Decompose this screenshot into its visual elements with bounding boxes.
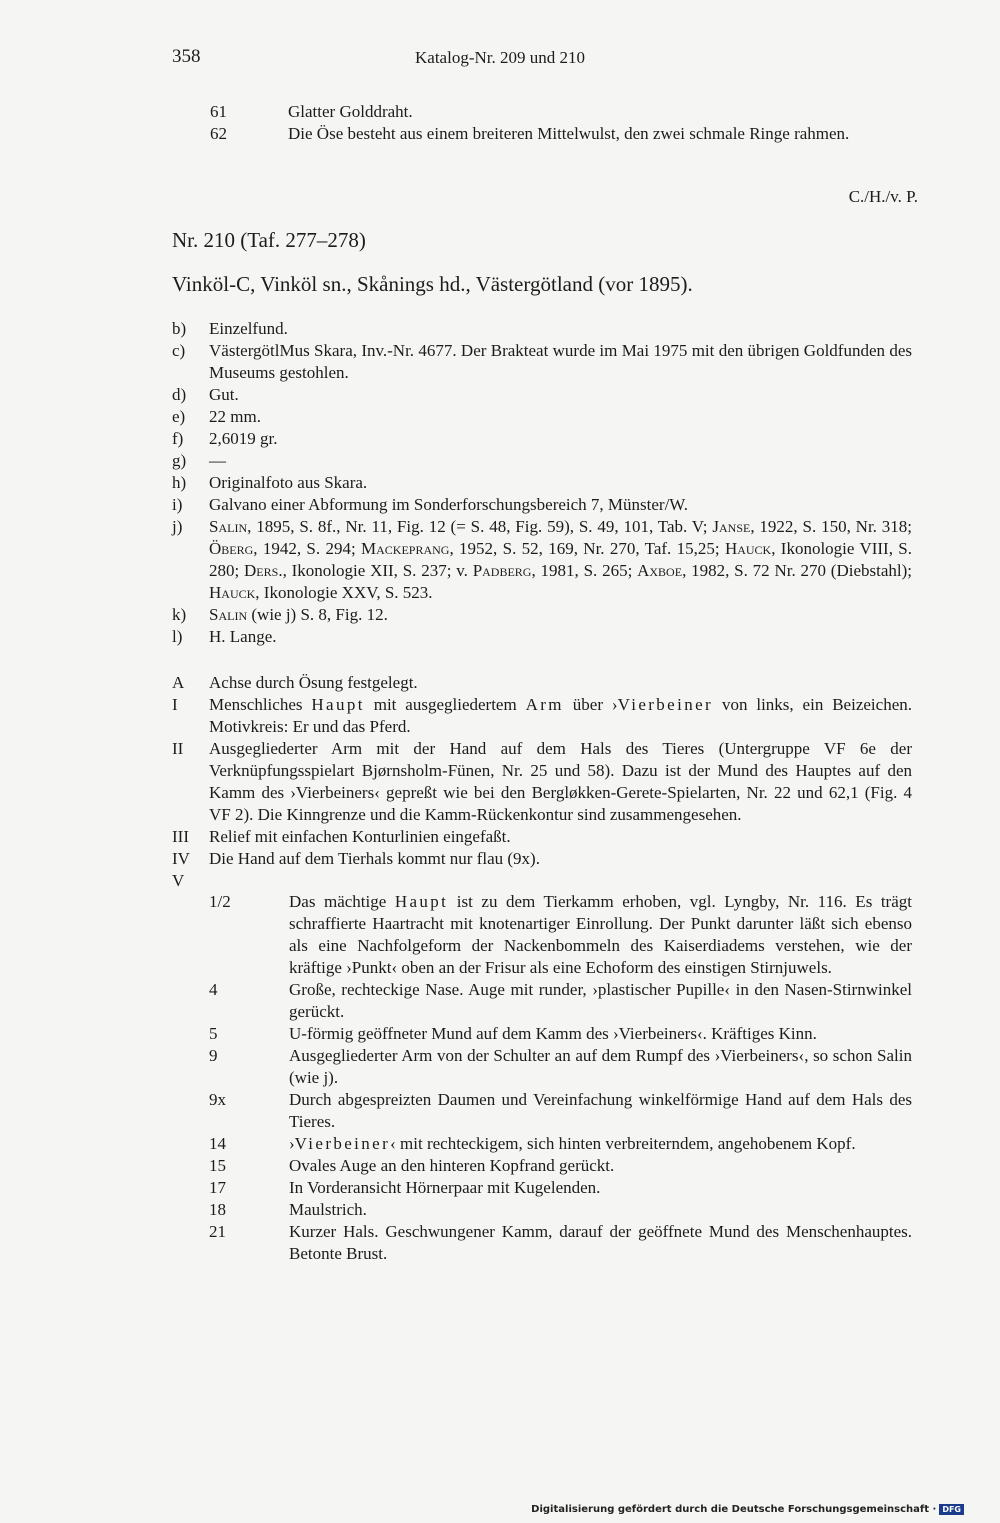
note-row [210, 101, 922, 123]
field-value: Einzelfund. [209, 319, 288, 338]
detail-row [209, 1045, 912, 1089]
detail-row [209, 1177, 912, 1199]
field-row [172, 428, 912, 450]
detail-row [209, 1023, 912, 1045]
motif-key: V [172, 871, 185, 890]
field-value: 22 mm. [209, 407, 261, 426]
note-number: 62 [210, 124, 227, 143]
detail-row [209, 1221, 912, 1265]
catalog-fields [172, 318, 912, 648]
field-key: h) [172, 473, 187, 492]
detail-key: 1/2 [209, 892, 231, 911]
motif-row [172, 672, 912, 694]
field-key: j) [172, 517, 183, 536]
field-row [172, 318, 912, 340]
entry-title: Nr. 210 (Taf. 277–278) [172, 228, 366, 252]
field-row [172, 604, 912, 626]
running-head: Katalog-Nr. 209 und 210 [415, 48, 585, 67]
field-value: Originalfoto aus Skara. [209, 473, 368, 492]
field-row [172, 516, 912, 604]
detail-text: Große, rechteckige Nase. Auge mit runder, ›plastischer Pupille‹ in den Nasen-Stirnwinkel gerückt. [289, 980, 912, 1021]
author-signature: C./H./v. P. [848, 187, 918, 206]
bibliography-value: Salin, 1895, S. 8f., Nr. 11, Fig. 12 (= S. 48, Fig. 59), S. 49, 101, Tab. V; Janse, 1922, S. 150, Nr. 318; Öberg, 1942, S. 294; Mackeprang, 1952, S. 52, 169, Nr. 270, Taf. 15,25; Hauck, Ikonologie VIII, S. 280; Ders., Ikonologie XII, S. 237; v. Padberg, 1981, S. 265; Axboe, 1982, S. 72 Nr. 270 (Diebstahl); Hauck, Ikonologie XXV, S. 523. [209, 517, 913, 602]
page-number: 358 [172, 46, 201, 67]
detail-text: Maulstrich. [289, 1200, 367, 1219]
previous-entry-notes [210, 101, 922, 145]
motif-text: Die Hand auf dem Tierhals kommt nur flau (9x). [209, 849, 540, 868]
field-row [172, 406, 912, 428]
field-key: l) [172, 627, 183, 646]
field-key: f) [172, 429, 184, 448]
detail-text: Kurzer Hals. Geschwungener Kamm, darauf der geöffnete Mund des Menschenhauptes. Betonte Brust. [289, 1222, 912, 1263]
note-text: Die Öse besteht aus einem breiteren Mittelwulst, den zwei schmale Ringe rahmen. [288, 124, 850, 143]
motif-key: A [172, 673, 185, 692]
detail-key: 18 [209, 1200, 226, 1219]
field-row [172, 494, 912, 516]
field-value: VästergötlMus Skara, Inv.-Nr. 4677. Der Brakteat wurde im Mai 1975 mit den übrigen Goldfunden des Museums gestohlen. [209, 341, 912, 382]
entry-location: Vinköl-C, Vinköl sn., Skånings hd., Västergötland (vor 1895). [172, 272, 693, 296]
field-row [172, 626, 912, 648]
note-row [210, 123, 922, 145]
detail-key: 15 [209, 1156, 226, 1175]
detail-key: 21 [209, 1222, 226, 1241]
detail-text: ›Vierbeiner‹ mit rechteckigem, sich hinten verbreiterndem, angehobenem Kopf. [289, 1134, 856, 1153]
field-key: b) [172, 319, 187, 338]
field-value: Salin (wie j) S. 8, Fig. 12. [209, 605, 388, 624]
motif-text: Relief mit einfachen Konturlinien eingefaßt. [209, 827, 511, 846]
motif-description [172, 672, 912, 892]
field-value: Galvano einer Abformung im Sonderforschungsbereich 7, Münster/W. [209, 495, 689, 514]
detail-key: 9 [209, 1046, 218, 1065]
detail-key: 9x [209, 1090, 226, 1109]
field-row [172, 384, 912, 406]
motif-row [172, 870, 912, 892]
motif-key: I [172, 695, 178, 714]
field-key: e) [172, 407, 186, 426]
detail-text: U-förmig geöffneter Mund auf dem Kamm des ›Vierbeiners‹. Kräftiges Kinn. [289, 1024, 817, 1043]
field-row [172, 472, 912, 494]
motif-text: Ausgegliederter Arm mit der Hand auf dem Hals des Tieres (Untergruppe VF 6e der Verknüpfungsspielart Bjørnsholm-Fünen, Nr. 25 und 58). Dazu ist der Mund des Hauptes auf den Kamm des ›Vierbeiners‹ gepreßt wie bei den Bergløkken-Gerete-Spielarten, Nr. 22 und 62,1 (Fig. 4 VF 2). Die Kinngrenze und die Kamm-Rückenkontur sind zusammengesehen. [209, 739, 912, 824]
motif-text [209, 870, 912, 892]
field-key: g) [172, 451, 187, 470]
detail-text: Ovales Auge an den hinteren Kopfrand gerückt. [289, 1156, 615, 1175]
credit-text: Digitalisierung gefördert durch die Deutsche Forschungsgemeinschaft · [531, 1504, 937, 1515]
dfg-logo: DFG [939, 1504, 964, 1515]
detail-row [209, 1133, 912, 1155]
motif-row [172, 738, 912, 826]
detail-key: 14 [209, 1134, 226, 1153]
field-value: H. Lange. [209, 627, 277, 646]
motif-row [172, 694, 912, 738]
field-key: d) [172, 385, 187, 404]
field-key: k) [172, 605, 187, 624]
field-value: 2,6019 gr. [209, 429, 278, 448]
detail-text: Durch abgespreizten Daumen und Vereinfachung winkelförmige Hand auf dem Hals des Tieres. [289, 1090, 912, 1131]
detail-row [209, 1089, 912, 1133]
detail-row [209, 891, 912, 979]
detail-key: 17 [209, 1178, 226, 1197]
field-key: i) [172, 495, 183, 514]
motif-key: IV [172, 849, 190, 868]
motif-row [172, 826, 912, 848]
note-text: Glatter Golddraht. [288, 102, 413, 121]
motif-key: II [172, 739, 184, 758]
motif-text: Achse durch Ösung festgelegt. [209, 673, 418, 692]
motif-key: III [172, 827, 189, 846]
detail-text: Ausgegliederter Arm von der Schulter an auf dem Rumpf des ›Vierbeiners‹, so schon Salin (wie j). [289, 1046, 912, 1087]
note-number: 61 [210, 102, 227, 121]
field-value: Gut. [209, 385, 239, 404]
field-key: c) [172, 341, 186, 360]
detail-row [209, 979, 912, 1023]
field-row [172, 450, 912, 472]
detail-notes [209, 891, 912, 1265]
detail-key: 5 [209, 1024, 218, 1043]
field-value: — [209, 451, 226, 470]
detail-row [209, 1199, 912, 1221]
detail-text: Das mächtige Haupt ist zu dem Tierkamm erhoben, vgl. Lyngby, Nr. 116. Es trägt schraffierte Haartracht mit knotenartiger Einrollung. Der Punkt darunter läßt sich ebenso als eine Nachfolgeform der Nackenbommeln des Kaiserdiadems verstehen, wie der kräftige ›Punkt‹ oben an der Frisur als eine Echoform des einstigen Stirnjuwels. [289, 892, 912, 977]
digitization-credit [531, 1504, 964, 1515]
detail-row [209, 1155, 912, 1177]
field-row [172, 340, 912, 384]
motif-row [172, 848, 912, 870]
detail-text: In Vorderansicht Hörnerpaar mit Kugelenden. [289, 1178, 601, 1197]
motif-text: Menschliches Haupt mit ausgegliedertem Arm über ›Vierbeiner von links, ein Beizeichen. Motivkreis: Er und das Pferd. [209, 695, 912, 736]
detail-key: 4 [209, 980, 218, 999]
